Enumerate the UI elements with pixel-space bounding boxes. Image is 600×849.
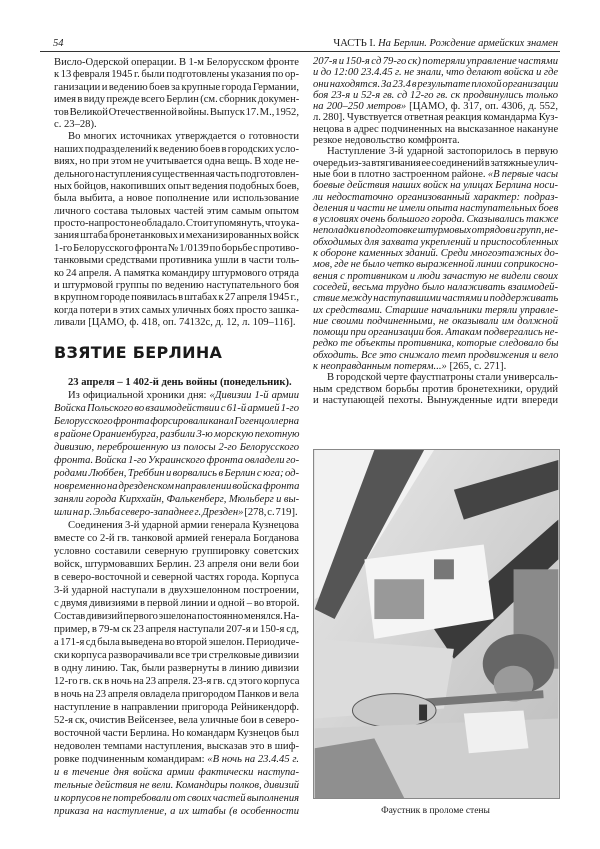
italic-quote-text: и до 12:00 23.4.45 г. не знали, что делают войска и где: [313, 67, 559, 79]
text-line: [313, 338, 558, 349]
italic-quote-text: «Дивизии 1-й армии: [209, 390, 299, 401]
italic-quote-text: в районе Ораниенбурга, разбили 3-ю морскую пехотную: [54, 429, 300, 440]
text-line: [313, 316, 558, 327]
body-text: с двумя дивизиями в первой линии и одной – во второй.: [54, 598, 300, 609]
body-text: к 13 февраля 1945 г. были подготовлены указания по ор-: [54, 69, 299, 81]
italic-quote-text: вения с противником и люди зачастую не видели своих: [313, 270, 558, 282]
italic-quote-text: ли недостаточно организованный характер: подраз-: [313, 191, 558, 203]
text-line: [54, 571, 299, 584]
body-text: дельного наступления существенная часть подготовлен-: [54, 168, 299, 180]
body-text: восточной части Берлина. Но командарм Кузнецов был: [54, 728, 299, 739]
body-text: В городской черте фаустпатроны стали универсаль-: [327, 372, 558, 384]
italic-quote-text: тельные действия не вели. Командиры полков, дивизий: [54, 780, 300, 791]
text-line: [54, 243, 299, 255]
body-text: Из официальной хроники дня:: [68, 390, 210, 401]
body-text: л. 280]. Чувствуется ответная реакция командарма Куз-: [313, 112, 558, 124]
text-line: [54, 255, 299, 267]
text-line: [313, 350, 558, 361]
italic-quote-text: обходимых для захвата укреплений и приспособленных: [313, 236, 559, 248]
text-line: [313, 271, 558, 282]
text-line: [54, 675, 299, 688]
text-line: [313, 282, 558, 293]
italic-quote-text: в условиях очень большого города. Сказывались также: [313, 214, 559, 226]
italic-quote-text: родами Люббен, Треббин и ворвались в Берлин с юга; од-: [54, 468, 299, 479]
body-text: Наступление 3-й ударной застопорилось в первую: [327, 146, 558, 158]
text-line: [313, 169, 558, 180]
italic-quote-text: «В ночь на 23.4.45 г.: [207, 754, 299, 765]
text-line: [54, 779, 299, 792]
text-line: [54, 57, 299, 69]
text-line: [54, 506, 299, 519]
text-line: [54, 389, 299, 402]
italic-quote-text: мов, где не было четко выраженной линии соприкосно-: [313, 259, 558, 271]
text-line: [54, 493, 299, 506]
body-text: ные бои в плотно застроенном районе.: [313, 168, 488, 180]
body-text: 52-я ск, очистив Вейсензее, вела уличные бои в северо-: [54, 715, 299, 726]
photo-faustnik: [313, 449, 560, 799]
body-text: ливали [ЦАМО, ф. 418, оп. 74132с, д. 12, л. 109–116].: [54, 317, 296, 329]
body-text: в северо-восточной и северной частях города. Корпуса: [54, 572, 299, 583]
text-line: [54, 94, 299, 106]
italic-quote-text: 207-я и 150-я сд 79-го ск) потеряли управление частями: [313, 56, 558, 67]
text-line: [54, 636, 299, 649]
text-line: [313, 248, 558, 259]
body-text: 23 апреля – 1 402-й день войны (понедельник).: [68, 377, 292, 388]
photo-caption: Фаустник в проломе стены: [381, 806, 490, 816]
body-text: когда потери в этих самых уличных боях просто зашка-: [54, 304, 300, 316]
text-line: [313, 305, 558, 316]
text-line: [313, 237, 558, 248]
italic-quote-text: неполадки в подготовке штурмовых отрядов и групп, не-: [313, 225, 558, 237]
body-text: Во многих источниках утверждается о готовности: [68, 131, 299, 143]
italic-quote-text: их средствами. Старшие начальники теряли управле-: [313, 304, 559, 316]
text-line: [54, 206, 299, 218]
text-line: [54, 688, 299, 701]
body-text: вместе со 2-й гв. танковой армией генерала Богданова: [54, 533, 299, 544]
body-text: Соединения 3-й ударной армии генерала Кузнецова: [68, 520, 299, 531]
italic-quote-text: ствие между наступавшими частями и поддерживать: [313, 293, 559, 305]
text-line: [54, 169, 299, 181]
body-text: Висло-Одерской операции. В 1-м Белорусском фронте: [54, 57, 299, 68]
text-line: [54, 597, 299, 610]
body-text: наступление в направлении пригорода Рейникендорф.: [54, 702, 299, 713]
italic-quote-text: и в течение дня войска армии фактически наступа-: [54, 767, 299, 778]
body-text: недоволен темпами наступления, высказав это в шиф-: [54, 741, 299, 752]
text-line: [313, 395, 558, 406]
body-text: в крупном городе появилась в штабах к 27 апреля 1945 г.,: [54, 292, 299, 304]
part-label: ЧАСТЬ I.: [333, 38, 376, 49]
body-text: ски корпуса разворачивали все три стрелковые дивизии: [54, 650, 299, 661]
text-line: [313, 90, 558, 101]
text-line: [54, 662, 299, 675]
text-line: [313, 112, 558, 123]
text-line: [54, 753, 299, 766]
text-line: [54, 532, 299, 545]
text-line: [54, 218, 299, 230]
text-line: [54, 82, 299, 94]
body-text: ных бойцов, накопивших опыт ведения подобных боев,: [54, 180, 300, 192]
italic-quote-text: ние своими подчиненными, не оказывали им должной: [313, 315, 558, 327]
text-line: [54, 230, 299, 242]
text-line: [54, 181, 299, 193]
text-line: [54, 610, 299, 623]
left-column-top-text: [54, 57, 299, 330]
text-line: [313, 327, 558, 338]
text-line: [313, 225, 558, 236]
body-text: условно составили северную группировку советских: [54, 546, 299, 557]
italic-quote-text: заняли города Кирххайн, Фалькенберг, Мюльберг и вы-: [54, 494, 300, 505]
right-column-text: [313, 56, 558, 406]
body-text: 12-го гв. ск в ночь на 23 апреля. 23-я гв. сд этого корпуса: [54, 676, 300, 687]
italic-quote-text: и корпусов не потребовали от своих частей выполнения: [54, 793, 300, 804]
text-line: [54, 805, 299, 818]
body-text: нецова в адрес подчиненных на высказанное накануне: [313, 123, 559, 135]
body-text: зания штаба бронетанковых и механизированных войск: [54, 230, 300, 242]
italic-quote-text: «В первые часы: [487, 168, 558, 180]
text-line: [313, 158, 558, 169]
italic-quote-text: дивизию, переброшенную из полосы 2-го Белорусского: [54, 442, 299, 453]
text-line: [54, 428, 299, 441]
text-line: [54, 376, 299, 389]
body-text: [265, с. 271].: [446, 361, 507, 373]
running-header: [40, 38, 560, 52]
text-line: [313, 135, 558, 146]
body-text: ко 24 апреля. А памятка командиру штурмового отряда: [54, 267, 299, 279]
body-text: 1-го Белорусского фронта № 1/0139 по борьбе с противо-: [54, 242, 299, 254]
part-subtitle: На Берлин. Рождение армейских знамен: [378, 38, 558, 49]
text-line: [313, 361, 558, 372]
body-text: очередь из-за втягивания ее соединений в затяжные улич-: [313, 157, 558, 169]
body-text: имея в виду прежде всего Берлин (см. сборник докумен-: [54, 94, 300, 106]
text-line: [54, 792, 299, 805]
text-line: [54, 480, 299, 493]
text-line: [54, 402, 299, 415]
body-text: в ночь на 23 апреля овладела пригородом Панков и вела: [54, 689, 299, 700]
italic-quote-text: фронта. Войска 1-го Украинского фронта овладели го-: [54, 455, 300, 466]
text-line: [54, 623, 299, 636]
text-line: [313, 146, 558, 157]
text-line: [313, 203, 558, 214]
italic-quote-text: к обороне каменных зданий. Среди многоэтажных до-: [313, 248, 559, 260]
text-line: [54, 584, 299, 597]
italic-quote-text: боевые действия наших войск на улицах Берлина носи-: [313, 180, 559, 192]
body-text: [ЦАМО, ф. 317, оп. 4306, д. 552,: [406, 101, 558, 113]
body-text: а 171-я сд была выведена во второй эшелон. Периодиче-: [54, 637, 300, 648]
body-text: ровке подчиненным командирам:: [54, 754, 208, 765]
text-line: [54, 193, 299, 205]
text-line: [313, 124, 558, 135]
text-line: [54, 558, 299, 571]
text-line: [313, 372, 558, 383]
italic-quote-text: редко те объекты противника, которые следовало бы: [313, 338, 559, 350]
text-line: [313, 79, 558, 90]
text-line: [54, 292, 299, 304]
text-line: [54, 441, 299, 454]
text-line: [313, 180, 558, 191]
text-line: [313, 192, 558, 203]
italic-quote-text: деления и части не имели опыта наступательных боев: [313, 202, 559, 214]
photo-illustration: [314, 450, 559, 798]
italic-quote-text: на 200–250 метров»: [313, 101, 407, 113]
text-line: [313, 56, 558, 67]
body-text: ганизации и ведению боев за крупные города Германии,: [54, 81, 299, 93]
text-line: [54, 740, 299, 753]
text-line: [54, 305, 299, 317]
text-line: [54, 766, 299, 779]
text-line: [54, 519, 299, 532]
text-line: [313, 384, 558, 395]
text-line: [54, 714, 299, 727]
italic-quote-text: приказа на наступление, а их штабы (в особенности: [54, 806, 299, 817]
body-text: танковыми средствами противника ушли в части толь-: [54, 255, 300, 267]
italic-quote-text: соседей, весьма трудно было налаживать взаимодей-: [313, 281, 558, 293]
text-line: [54, 131, 299, 143]
italic-quote-text: к неоправданным потерям...»: [313, 361, 447, 373]
body-text: в одну линию. Так, были развернуты в линию дивизии: [54, 663, 299, 674]
italic-quote-text: шли на р. Эльба северо-западнее г. Дрезден»: [54, 507, 244, 518]
text-line: [313, 101, 558, 112]
body-text: и штурмовой группы по ведению наступательного боя: [54, 280, 299, 292]
text-line: [54, 268, 299, 280]
italic-quote-text: Войска Польского во взаимодействии с 61-й армией 1-го: [54, 403, 299, 414]
italic-quote-text: обходить. Все это снижало темп продвижения и вело: [313, 349, 559, 361]
text-line: [313, 214, 558, 225]
text-line: [54, 701, 299, 714]
body-text: 3-й ударной наступали в двухэшелонном построении,: [54, 585, 299, 596]
part-title: [333, 38, 558, 49]
text-line: [313, 293, 558, 304]
body-text: личного состава тыловых частей этим самым опытом: [54, 205, 299, 217]
body-text: резкое недовольство комфронта.: [313, 135, 460, 147]
text-line: [54, 649, 299, 662]
section-heading: ВЗЯТИЕ БЕРЛИНА: [54, 343, 223, 362]
body-text: пример, в 79-м ск 23 апреля наступали 207-я и 150-я сд,: [54, 624, 299, 635]
text-line: [54, 545, 299, 558]
body-text: войск, штурмовавших Берлин. 23 апреля они вели бои: [54, 559, 299, 570]
body-text: тов Великой Отечественной войны. Выпуск 17. М., 1952,: [54, 106, 299, 118]
text-line: [54, 144, 299, 156]
italic-quote-text: боя 23-я и 52-я гв. сд 12-го гв. ск продвинулись только: [313, 89, 558, 101]
text-line: [54, 107, 299, 119]
text-line: [54, 467, 299, 480]
body-text: с. 23–28).: [54, 118, 97, 130]
text-line: [54, 415, 299, 428]
text-line: [54, 317, 299, 329]
text-line: [54, 280, 299, 292]
text-line: [54, 69, 299, 81]
left-column-bottom-text: [54, 376, 299, 818]
italic-quote-text: новременно на дрезденском направлении войска фронта: [54, 481, 300, 492]
italic-quote-text: они находятся. За 23.4 в результате плохой организации: [313, 78, 559, 90]
body-text: ным средством борьбы против бронетехники, орудий: [313, 383, 558, 395]
body-text: Состав дивизий первого эшелона постоянно менялся. На-: [54, 611, 299, 622]
body-text: наших подразделений к ведению боев в городских усло-: [54, 143, 299, 155]
text-line: [313, 67, 558, 78]
italic-quote-text: помощи при организации боя. Атакам подвергались не-: [313, 327, 558, 339]
text-line: [54, 727, 299, 740]
body-text: была выбита, а новое пополнение или использование: [54, 193, 299, 205]
text-line: [313, 259, 558, 270]
text-line: [54, 156, 299, 168]
body-text: просто-напросто не обладало. Стоит упомянуть, что ука-: [54, 218, 300, 230]
page-number: 54: [53, 38, 64, 49]
body-text: виях, но при этом не учитывается одна вещь. В ходе не-: [54, 156, 299, 168]
body-text: и наступающей пехоты. Вынужденные идти впереди: [313, 394, 558, 406]
italic-quote-text: Белорусского фронта форсировали канал Гогенцоллерна: [54, 416, 299, 427]
text-line: [54, 454, 299, 467]
text-line: [54, 119, 299, 131]
body-text: [278, с. 719].: [243, 507, 298, 518]
